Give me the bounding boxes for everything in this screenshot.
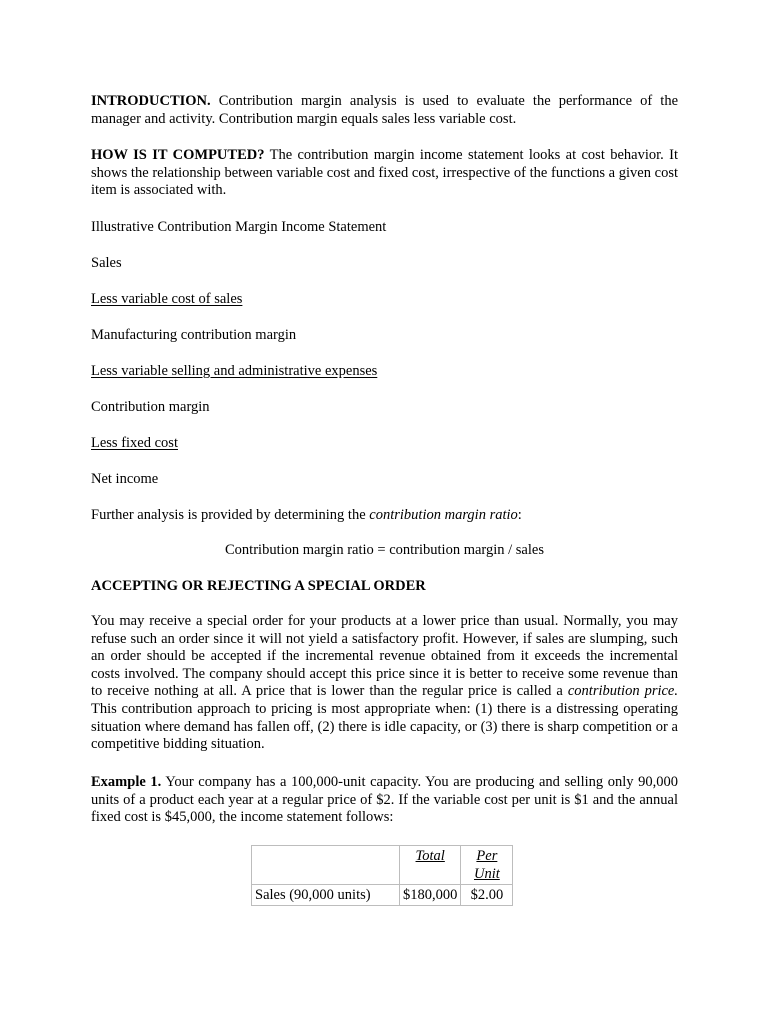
table-header-per-unit [461,846,513,885]
special-order-text-before: You may receive a special order for your products at a lower price than usual. Normally, you may refuse such an order since it will not yield a satisfactory profit. However, if sales are slumping, such an order should be accepted if the incremental revenue obtained from it exceeds the incremental costs involved. The company should accept this price since it is better to receive some revenue than to receive nothing at all. A price that is lower than the regular price is called a [91,613,678,700]
income-statement-table [251,845,513,906]
computed-heading: HOW IS IT COMPUTED? [91,147,265,163]
table-header-per-unit-text: Per Unit [473,848,500,882]
intro-heading: INTRODUCTION. [91,93,211,109]
statement-line-sales: Sales [91,255,122,271]
table-row [252,885,513,906]
special-order-heading-text: ACCEPTING OR REJECTING A SPECIAL ORDER [91,578,426,594]
computed-paragraph [91,147,678,200]
statement-line-fixed-cost: Less fixed cost [91,435,178,451]
example-text: Your company has a 100,000-unit capacity. You are producing and selling only 90,000 units of a product each year at a regular price of $2. If the variable cost per unit is $1 and the annual fixed cost is $45,000, the income statement follows: [91,774,678,826]
special-order-heading [91,577,426,595]
statement-line-contribution-margin: Contribution margin [91,399,210,415]
computed-text: The contribution margin income statement looks at cost behavior. It shows the relationship between variable cost and fixed cost, irrespective of the functions a given cost item is associated with. [91,147,678,199]
table-header-total [400,846,461,885]
example-heading: Example 1. [91,774,162,790]
statement-line-manufacturing-margin: Manufacturing contribution margin [91,327,297,343]
example-paragraph [91,774,678,827]
statement-title: Illustrative Contribution Margin Income Statement [91,219,387,235]
special-order-text-after: This contribution approach to pricing is most appropriate when: (1) there is a distressing operating situation where demand has fallen off, (2) there is idle capacity, or (3) there is sharp competition or a competitive bidding situation. [91,700,678,753]
ratio-intro [91,506,522,524]
special-order-term: contribution price. [567,683,678,700]
table-cell-per-unit: $2.00 [461,885,513,906]
statement-line-net-income: Net income [91,471,159,487]
table-header-label [252,846,400,885]
ratio-intro-after: : [517,507,522,523]
intro-paragraph [91,93,678,128]
table-cell-label: Sales (90,000 units) [252,885,400,906]
statement-line-variable-selling: Less variable selling and administrative expenses [91,363,378,379]
ratio-intro-before: Further analysis is provided by determining the [91,507,370,523]
intro-text: Contribution margin analysis is used to evaluate the performance of the manager and activity. Contribution margin equals sales less variable cost. [91,93,679,127]
ratio-formula: Contribution margin ratio = contribution margin / sales [225,542,544,558]
special-order-paragraph [91,613,678,754]
ratio-intro-term: contribution margin ratio [369,507,518,523]
table-header-total-text: Total [415,848,445,864]
statement-line-variable-cost: Less variable cost of sales [91,291,243,307]
table-cell-total: $180,000 [400,885,461,906]
table-header-row [252,846,513,885]
